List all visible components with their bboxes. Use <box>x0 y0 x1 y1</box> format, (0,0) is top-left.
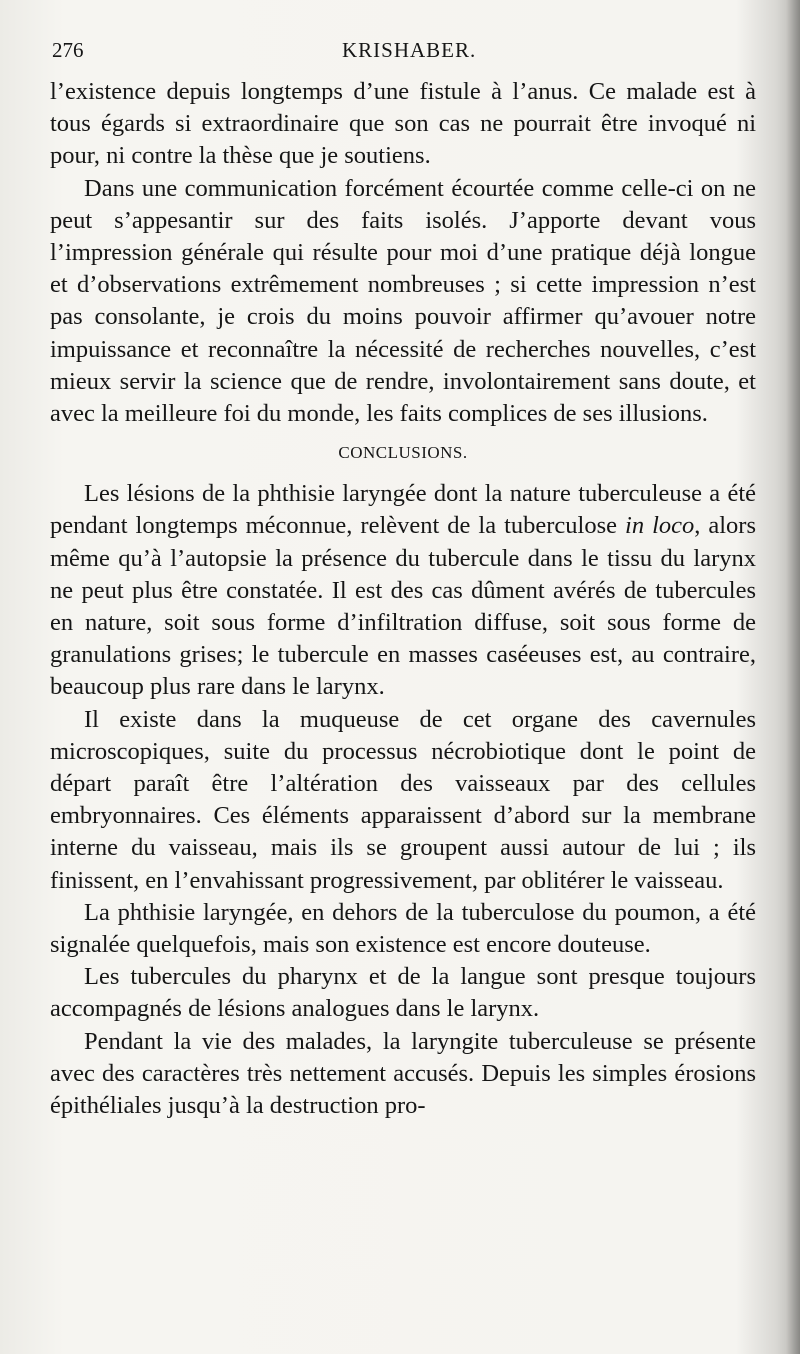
conclusion-text: , alors même qu’à l’autopsie la présence du tubercule dans le tissu du larynx ne peut plus être constatée. Il est des cas dûment avérés de tubercules en nature, soit sous forme d’infiltration diffuse, soit sous forme de granulations grises; le tubercule en masses caséeuses est, au contraire, beaucoup plus rare dans le larynx. <box>50 512 756 701</box>
page-body <box>50 76 756 1122</box>
page-edge-shadow <box>786 0 800 1354</box>
conclusion-paragraph <box>50 478 756 703</box>
paragraph: Dans une communication forcément écourtée comme celle-ci on ne peut s’appesantir sur des faits isolés. J’apporte devant vous l’impression générale qui résulte pour moi d’une pratique déjà longue et d’observations extrêmement nombreuses ; si cette impression n’est pas consolante, je crois du moins pouvoir affirmer qu’avouer notre impuissance et reconnaître la nécessité de recherches nouvelles, c’est mieux servir la science que de rendre, involontairement sans doute, et avec la meilleure foi du monde, les faits complices de ses illusions. <box>50 174 756 428</box>
conclusion-paragraph: La phthisie laryngée, en dehors de la tuberculose du poumon, a été signalée quelquefois, mais son existence est encore douteuse. <box>50 898 756 959</box>
conclusion-paragraph: Il existe dans la muqueuse de cet organe des cavernules microscopiques, suite du processus nécrobiotique dont le point de départ paraît être l’altération des vaisseaux par des cellules embryonnaires. Ces éléments apparaissent d’abord sur la membrane interne du vaisseau, mais ils se groupent aussi autour de lui ; ils finissent, en l’envahissant progressivement, par oblitérer le vaisseau. <box>50 705 756 894</box>
page-number: 276 <box>52 38 84 62</box>
italic-phrase: in loco <box>625 512 695 540</box>
section-heading: CONCLUSIONS. <box>338 443 468 463</box>
page-header <box>52 38 760 68</box>
running-title: KRISHABER. <box>342 38 477 62</box>
conclusion-text: Les lésions de la phthisie laryngée dont la nature tuberculeuse a été pendant longtemps méconnue, relèvent de la tuberculose <box>50 480 756 540</box>
conclusion-paragraph: Les tubercules du pharynx et de la langue sont presque toujours accompagnés de lésions analogues dans le larynx. <box>50 963 756 1023</box>
paragraph: l’existence depuis longtemps d’une fistule à l’anus. Ce malade est à tous égards si extraordinaire que son cas ne pourrait être invoqué ni pour, ni contre la thèse que je soutiens. <box>50 78 756 170</box>
conclusion-paragraph: Pendant la vie des malades, la laryngite tuberculeuse se présente avec des caractères très nettement accusés. Depuis les simples érosions épithéliales jusqu’à la destruction pro- <box>50 1027 756 1120</box>
